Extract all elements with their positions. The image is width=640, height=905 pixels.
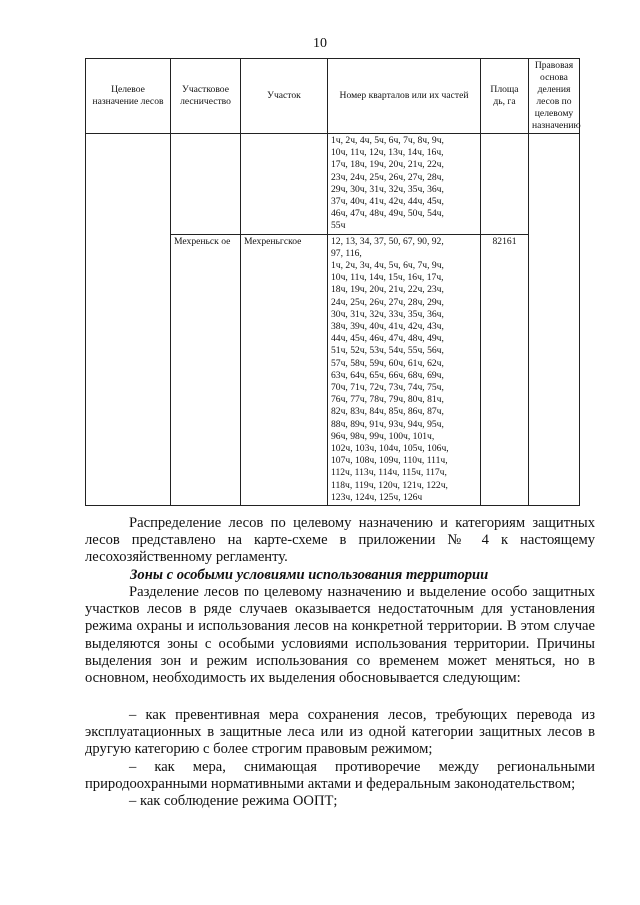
header-purpose: Целевое назначение лесов xyxy=(86,59,171,134)
paragraph-zones xyxy=(85,584,595,687)
cell-area xyxy=(481,134,529,235)
header-forestry: Участковое лесничество xyxy=(171,59,241,134)
cell-forestry: Мехреньск ое xyxy=(171,234,241,505)
paragraph-text: Разделение лесов по целевому назначению и выделение особо защитных участков лесов в ряде случаев оказывается недостаточным для установления режима охраны и использования лесов на конкретной территории. В этом случае выделяются зоны с особыми условиями использования территории. Причины выделения зон и режим использования со временем может меняться, но в основном, необходимость их выделения обосновывается следующим: xyxy=(85,584,595,687)
header-quarters: Номер кварталов или их частей xyxy=(328,59,481,134)
header-area: Площа дь, га xyxy=(481,59,529,134)
list-item: – как соблюдение режима ООПТ; xyxy=(129,793,338,810)
header-legal-basis: Правовая основа деления лесов по целевому назначению xyxy=(529,59,580,134)
header-site: Участок xyxy=(241,59,328,134)
cell-site: Мехреньгское xyxy=(241,234,328,505)
paragraph-text: Распределение лесов по целевому назначению и категориям защитных лесов представлено на карте-схеме в приложении № 4 к настоящему лесохозяйственному регламенту. xyxy=(85,515,595,566)
cell-purpose xyxy=(86,134,171,506)
page-number: 10 xyxy=(313,36,327,51)
cell-forestry xyxy=(171,134,241,235)
paragraph-distribution xyxy=(85,515,595,567)
cell-quarters: 1ч, 2ч, 4ч, 5ч, 6ч, 7ч, 8ч, 9ч, 10ч, 11ч, 12ч, 13ч, 14ч, 16ч, 17ч, 18ч, 19ч, 20ч, 21ч, 22ч, 23ч, 24ч, 25ч, 26ч, 27ч, 28ч, 29ч, 30ч, 31ч, 32ч, 35ч, 36ч, 37ч, 40ч, 41ч, 42ч, 44ч, 45ч, 46ч, 47ч, 48ч, 49ч, 50ч, 54ч, 55ч xyxy=(328,134,481,235)
table-header-row xyxy=(86,59,580,134)
table-row xyxy=(86,134,580,235)
list-item: – как превентивная мера сохранения лесов, требующих перевода из эксплуатационных в защитные леса или из одной категории защитных лесов в другую категорию с более строгим правовым режимом; xyxy=(85,707,595,758)
section-heading: Зоны с особыми условиями использования территории xyxy=(130,567,489,583)
cell-site xyxy=(241,134,328,235)
reasons-list xyxy=(85,707,595,810)
cell-legal-basis xyxy=(529,134,580,506)
cell-quarters: 12, 13, 34, 37, 50, 67, 90, 92, 97, 116, 1ч, 2ч, 3ч, 4ч, 5ч, 6ч, 7ч, 9ч, 10ч, 11ч, 14ч, 15ч, 16ч, 17ч, 18ч, 19ч, 20ч, 21ч, 22ч, 23ч, 24ч, 25ч, 26ч, 27ч, 28ч, 29ч, 30ч, 31ч, 32ч, 33ч, 35ч, 36ч, 38ч, 39ч, 40ч, 41ч, 42ч, 43ч, 44ч, 45ч, 46ч, 47ч, 48ч, 49ч, 51ч, 52ч, 53ч, 54ч, 55ч, 56ч, 57ч, 58ч, 59ч, 60ч, 61ч, 62ч, 63ч, 64ч, 65ч, 66ч, 68ч, 69ч, 70ч, 71ч, 72ч, 73ч, 74ч, 75ч, 76ч, 77ч, 78ч, 79ч, 80ч, 81ч, 82ч, 83ч, 84ч, 85ч, 86ч, 87ч, 88ч, 89ч, 91ч, 93ч, 94ч, 95ч, 96ч, 98ч, 99ч, 100ч, 101ч, 102ч, 103ч, 104ч, 105ч, 106ч, 107ч, 108ч, 109ч, 110ч, 111ч, 112ч, 113ч, 114ч, 115ч, 117ч, 118ч, 119ч, 120ч, 121ч, 122ч, 123ч, 124ч, 125ч, 126ч xyxy=(328,234,481,505)
list-item: – как мера, снимающая противоречие между региональными природоохранными нормативными актами и федеральным законодательством; xyxy=(85,758,595,792)
forest-quarters-table xyxy=(85,58,580,506)
cell-area: 82161 xyxy=(481,234,529,505)
